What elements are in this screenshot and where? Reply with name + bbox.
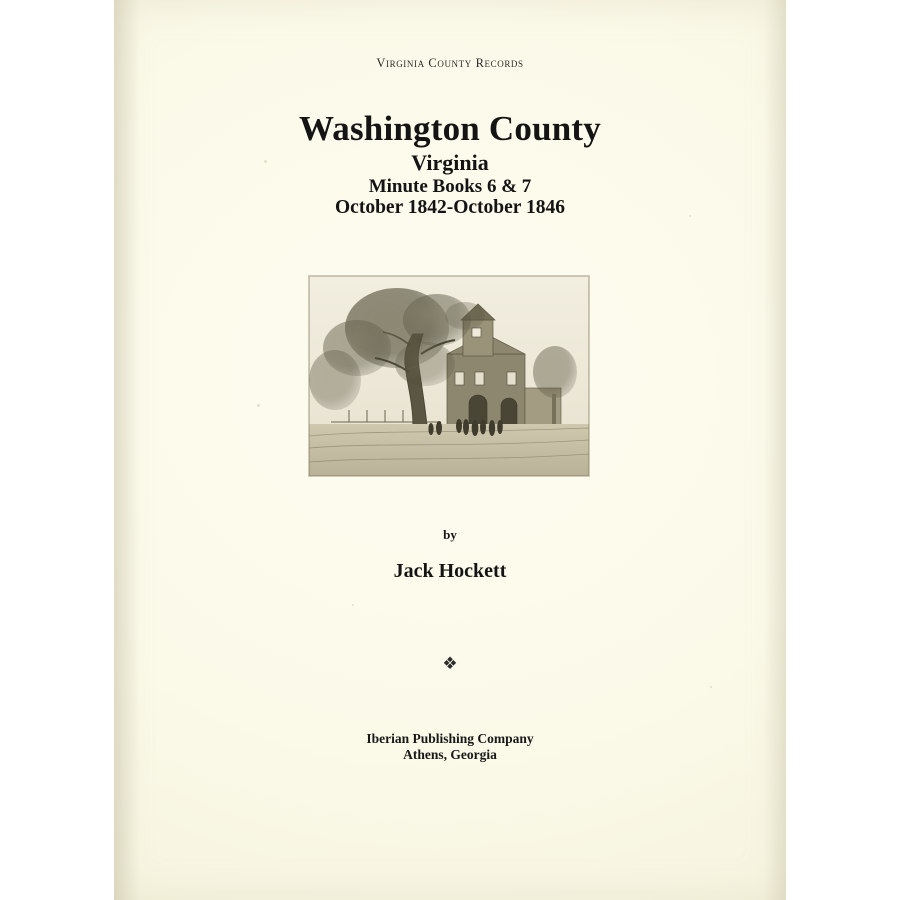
scan-speck — [689, 215, 691, 217]
author-name: Jack Hockett — [393, 560, 507, 582]
subtitle-volumes: Minute Books 6 & 7 — [368, 176, 532, 197]
publisher-city: Athens, Georgia — [403, 747, 497, 762]
book-cover-page — [114, 0, 786, 900]
page-title: Washington County — [299, 109, 601, 148]
publisher-name: Iberian Publishing Company — [366, 731, 534, 746]
scan-speck — [264, 160, 267, 163]
series-title: Virginia County Records — [376, 56, 524, 70]
scan-speck — [257, 404, 260, 407]
scan-speck — [352, 604, 354, 606]
subtitle-state: Virginia — [411, 150, 489, 175]
courthouse-engraving-illustration — [309, 276, 589, 476]
cover-content — [114, 0, 786, 900]
scan-speck — [710, 686, 712, 688]
subtitle-date-range: October 1842-October 1846 — [335, 197, 565, 218]
floral-ornament-icon: ❖ — [442, 654, 458, 673]
by-label: by — [443, 527, 457, 542]
